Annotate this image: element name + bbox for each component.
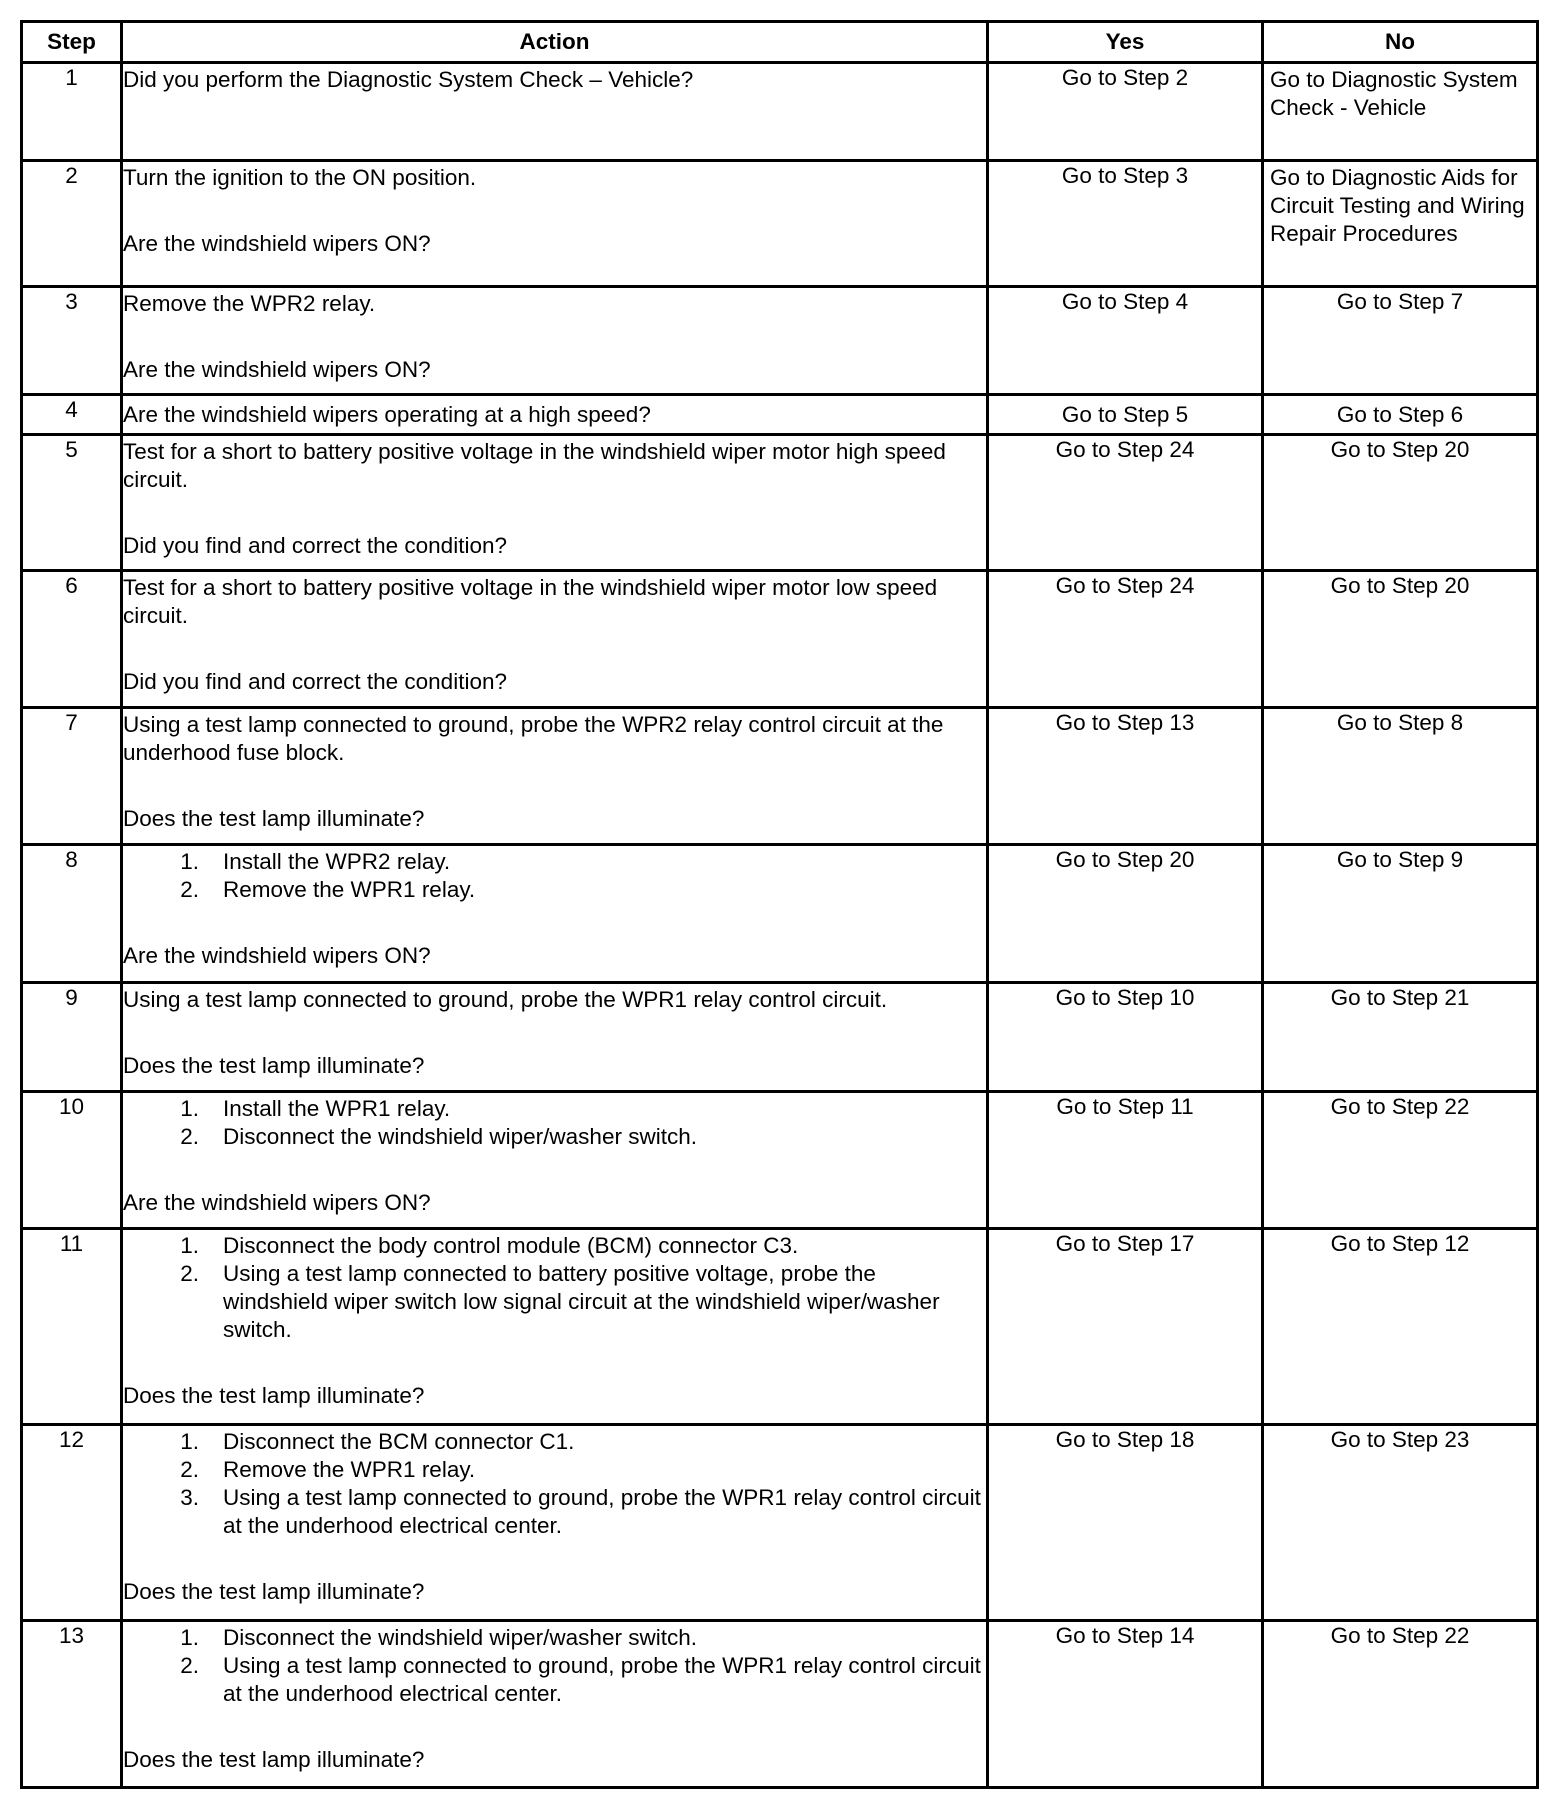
list-item-text: Install the WPR2 relay. — [223, 849, 451, 874]
step-number: 11 — [22, 1229, 122, 1425]
list-item-number: 3. — [180, 1485, 199, 1510]
action-cell — [122, 1092, 988, 1229]
no-cell: Go to Step 6 — [1263, 395, 1538, 435]
yes-cell: Go to Step 2 — [988, 63, 1263, 161]
list-item-text: Disconnect the body control module (BCM) connector C3. — [223, 1233, 799, 1258]
list-item-text: Disconnect the BCM connector C1. — [223, 1429, 575, 1454]
table-row — [22, 161, 1538, 287]
step-number: 12 — [22, 1425, 122, 1621]
table-row — [22, 983, 1538, 1092]
list-item — [123, 1456, 986, 1484]
list-item-number: 1. — [180, 1625, 199, 1650]
action-question: Does the test lamp illuminate? — [123, 1579, 425, 1604]
action-cell — [122, 287, 988, 395]
action-question: Are the windshield wipers ON? — [123, 1190, 431, 1215]
header-no: No — [1263, 22, 1538, 63]
yes-cell: Go to Step 3 — [988, 161, 1263, 287]
yes-cell: Go to Step 20 — [988, 845, 1263, 983]
list-item — [123, 1260, 986, 1344]
action-cell — [122, 845, 988, 983]
action-cell — [122, 1621, 988, 1788]
header-yes: Yes — [988, 22, 1263, 63]
list-item — [123, 1093, 986, 1123]
list-item — [123, 1230, 986, 1260]
action-cell — [122, 571, 988, 708]
no-cell: Go to Step 20 — [1263, 435, 1538, 571]
action-cell — [122, 435, 988, 571]
action-question: Does the test lamp illuminate? — [123, 1747, 425, 1772]
step-number: 3 — [22, 287, 122, 395]
list-item — [123, 1426, 986, 1456]
diagnostic-table — [20, 20, 1539, 1789]
action-question: Does the test lamp illuminate? — [123, 806, 425, 831]
action-question: Are the windshield wipers ON? — [123, 943, 431, 968]
action-question: Are the windshield wipers ON? — [123, 231, 431, 256]
table-row — [22, 708, 1538, 845]
step-number: 6 — [22, 571, 122, 708]
no-cell: Go to Step 8 — [1263, 708, 1538, 845]
list-item-number: 1. — [180, 849, 199, 874]
no-cell: Go to Step 12 — [1263, 1229, 1538, 1425]
yes-cell: Go to Step 5 — [988, 395, 1263, 435]
list-item-text: Remove the WPR1 relay. — [223, 877, 476, 902]
step-number: 13 — [22, 1621, 122, 1788]
list-item-number: 1. — [180, 1096, 199, 1121]
action-cell — [122, 983, 988, 1092]
list-item-text: Using a test lamp connected to ground, probe the WPR1 relay control circuit at the underhood electrical center. — [223, 1653, 981, 1706]
yes-cell: Go to Step 24 — [988, 435, 1263, 571]
list-item — [123, 876, 986, 904]
list-item-text: Using a test lamp connected to ground, probe the WPR1 relay control circuit at the underhood electrical center. — [223, 1485, 981, 1538]
list-item-text: Remove the WPR1 relay. — [223, 1457, 476, 1482]
list-item-text: Install the WPR1 relay. — [223, 1096, 451, 1121]
action-question: Did you find and correct the condition? — [123, 533, 507, 558]
yes-cell: Go to Step 11 — [988, 1092, 1263, 1229]
action-text: Remove the WPR2 relay. — [123, 291, 376, 316]
yes-cell: Go to Step 17 — [988, 1229, 1263, 1425]
list-item-text: Disconnect the windshield wiper/washer switch. — [223, 1124, 697, 1149]
list-item-text: Disconnect the windshield wiper/washer switch. — [223, 1625, 697, 1650]
action-text: Test for a short to battery positive voltage in the windshield wiper motor high speed circuit. — [123, 439, 946, 492]
list-item-text: Using a test lamp connected to battery positive voltage, probe the windshield wiper switch low signal circuit at the windshield wiper/washer switch. — [223, 1261, 940, 1342]
action-question: Does the test lamp illuminate? — [123, 1053, 425, 1078]
action-cell — [122, 708, 988, 845]
step-number: 4 — [22, 395, 122, 435]
list-item-number: 1. — [180, 1429, 199, 1454]
table-row — [22, 435, 1538, 571]
action-text: Did you perform the Diagnostic System Check – Vehicle? — [123, 67, 694, 92]
yes-cell: Go to Step 13 — [988, 708, 1263, 845]
step-number: 1 — [22, 63, 122, 161]
table-row — [22, 287, 1538, 395]
step-number: 9 — [22, 983, 122, 1092]
yes-cell: Go to Step 14 — [988, 1621, 1263, 1788]
no-cell: Go to Step 7 — [1263, 287, 1538, 395]
list-item-number: 2. — [180, 1653, 199, 1678]
step-number: 8 — [22, 845, 122, 983]
action-cell — [122, 395, 988, 435]
action-text: Using a test lamp connected to ground, probe the WPR2 relay control circuit at the underhood fuse block. — [123, 712, 944, 765]
no-cell: Go to Diagnostic System Check - Vehicle — [1263, 63, 1538, 161]
action-text: Using a test lamp connected to ground, probe the WPR1 relay control circuit. — [123, 987, 888, 1012]
action-question: Does the test lamp illuminate? — [123, 1383, 425, 1408]
action-cell — [122, 1229, 988, 1425]
list-item — [123, 846, 986, 876]
no-cell: Go to Step 21 — [1263, 983, 1538, 1092]
action-text: Turn the ignition to the ON position. — [123, 165, 477, 190]
header-row — [22, 22, 1538, 63]
header-step: Step — [22, 22, 122, 63]
yes-cell: Go to Step 18 — [988, 1425, 1263, 1621]
list-item-number: 2. — [180, 877, 199, 902]
header-action: Action — [122, 22, 988, 63]
step-number: 5 — [22, 435, 122, 571]
no-cell: Go to Step 9 — [1263, 845, 1538, 983]
yes-cell: Go to Step 10 — [988, 983, 1263, 1092]
step-number: 10 — [22, 1092, 122, 1229]
table-row — [22, 1092, 1538, 1229]
action-question: Are the windshield wipers ON? — [123, 357, 431, 382]
action-cell — [122, 63, 988, 161]
list-item-number: 2. — [180, 1457, 199, 1482]
table-row — [22, 63, 1538, 161]
list-item — [123, 1123, 986, 1151]
yes-cell: Go to Step 24 — [988, 571, 1263, 708]
table-row — [22, 1425, 1538, 1621]
table-row — [22, 571, 1538, 708]
action-cell — [122, 161, 988, 287]
list-item-number: 2. — [180, 1261, 199, 1286]
action-cell — [122, 1425, 988, 1621]
action-text: Test for a short to battery positive voltage in the windshield wiper motor low speed circuit. — [123, 575, 938, 628]
no-cell: Go to Step 22 — [1263, 1621, 1538, 1788]
no-cell: Go to Step 20 — [1263, 571, 1538, 708]
list-item — [123, 1484, 986, 1540]
table-row — [22, 845, 1538, 983]
action-text: Are the windshield wipers operating at a high speed? — [123, 401, 651, 427]
list-item — [123, 1622, 986, 1652]
no-cell: Go to Diagnostic Aids for Circuit Testing and Wiring Repair Procedures — [1263, 161, 1538, 287]
no-cell: Go to Step 23 — [1263, 1425, 1538, 1621]
list-item-number: 2. — [180, 1124, 199, 1149]
table-row — [22, 1229, 1538, 1425]
step-number: 7 — [22, 708, 122, 845]
table-row — [22, 395, 1538, 435]
table-row — [22, 1621, 1538, 1788]
yes-cell: Go to Step 4 — [988, 287, 1263, 395]
list-item-number: 1. — [180, 1233, 199, 1258]
action-question: Did you find and correct the condition? — [123, 669, 507, 694]
step-number: 2 — [22, 161, 122, 287]
no-cell: Go to Step 22 — [1263, 1092, 1538, 1229]
list-item — [123, 1652, 986, 1708]
